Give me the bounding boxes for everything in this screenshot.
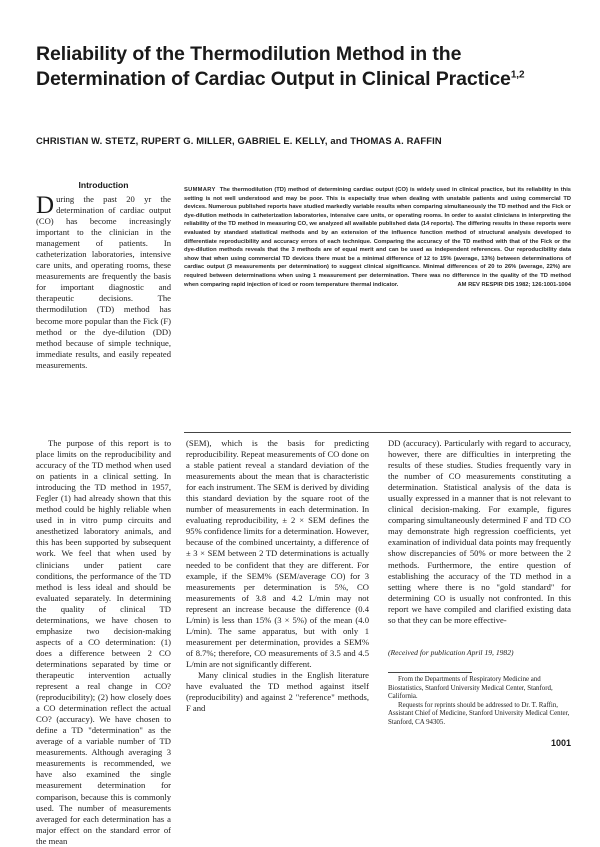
article-title-text: Reliability of the Thermodilution Method in the Determination of Cardiac Output in Clinical Practice [36, 43, 511, 90]
summary-divider [184, 432, 571, 433]
body-column-2 [186, 438, 369, 714]
column-3-paragraph: DD (accuracy). Particularly with regard to accuracy, however, there are difficulties in interpreting the results of these studies. Studies frequently vary in the number of CO measurements constituting a determination. Statistical analysis of the data is usually expressed in a manner that is not relevant to clinical decision-making. For example, figures comparing simultaneously determined F and TD CO may demonstrate high regression coefficients, yet examination of individual data points may frequently show discrepancies of 50% or more between the 2 methods. Furthermore, the entire question of establishing the accuracy of the TD method in a setting where there is no "gold standard" for determining CO is usually not confronted. In this report we have compiled and clarified existing data so that they can be more effective- [388, 438, 571, 625]
received-date: (Received for publication April 19, 1982) [388, 648, 514, 657]
introduction-start [36, 180, 171, 371]
author-list: CHRISTIAN W. STETZ, RUPERT G. MILLER, GABRIEL E. KELLY, and THOMAS A. RAFFIN [36, 135, 442, 146]
drop-cap: D [36, 192, 55, 219]
page-number: 1001 [550, 738, 571, 748]
article-title [36, 42, 576, 92]
introduction-heading: Introduction [78, 180, 129, 190]
summary-abstract [184, 186, 571, 289]
footnote-divider [388, 672, 472, 673]
purpose-paragraph: The purpose of this report is to place limits on the reproducibility and accuracy of the TD method when used on patients in a clinical setting. In introducing the TD method in 1957, Fegler (1) had already shown that this method could be highly reliable when used in in vitro pump circuits and anesthetized laboratory animals, and this has been supported by subsequent work. We feel that when used by clinicians under patient care conditions, the performance of the TD method is less ideal and should be evaluated separately. In determining the quality of clinical TD determinations, we have chosen to emphasize two decision-making aspects of a CO determination: (1) does a difference between 2 CO determinations separated by time or therapeutic intervention actually represent a real change in CO? (reproducibility); (2) how closely does a CO determination reflect the actual CO? (accuracy). We have chosen to define a TD "determination" as the average of a variable number of TD measurements. Although averaging 3 measurements is recommended, we have also examined the single measurement determination for comparison, because this is commonly used. The number of measurements averaged for each determination has a major effect on the standard error of the mean [36, 438, 171, 846]
footnote-reprints: Requests for reprints should be addressed to Dr. T. Raffin, Assistant Chief of Medicine, Stanford University Medical Center, Stanford, CA 94305. [388, 701, 570, 726]
footnote-affiliation: From the Departments of Respiratory Medicine and Biostatistics, Stanford University Medical Center, Stanford, California. [388, 676, 553, 701]
column-2-paragraph: (SEM), which is the basis for predicting reproducibility. Repeat measurements of CO done on a stable patient reveal a standard deviation of the measurements about the mean that is characteristic for each instrument. The SEM is derived by dividing this standard deviation by the square root of the number of measurements in each determination. In evaluating reproducibility, ± 2 × SEM defines the 95% confidence limits for a determination. However, because of the combined uncertainty, a difference of ± 3 × SEM between 2 TD determinations is actually needed to be confident that they are different. For example, if the SEM% (SEM/average CO) for 3 measurements per determination is 5%, CO measurements of 3.8 and 4.2 L/min may not represent an increase because the difference (0.4 L/min) is less than 15% (3 × 5%) of the mean (4.0 L/min). The same apparatus, but with only 1 measurement per determination, provides a SEM% of 8.7%; therefore, CO measurements of 3.5 and 4.5 L/min are not significantly different. [186, 438, 369, 669]
footnotes [388, 676, 571, 728]
intro-first-paragraph-text: uring the past 20 yr the determination of cardiac output (CO) has become increasingly important to the clinician in the management of patients. In catheterization laboratories, intensive care units, and operating rooms, these measurements are frequently the basis for important diagnostic and therapeutic decisions. The thermodilution (TD) method has become more popular than the Fick (F) method or the dye-dilution (DD) method because of simple technique, immediate results, and easily repeated measurements. [36, 194, 171, 370]
body-column-3 [388, 438, 571, 626]
body-column-1 [36, 438, 171, 847]
summary-text: The thermodilution (TD) method of determining cardiac output (CO) is widely used in clinical practice, but its reliability in this setting is not well understood and may be poor. This is especially true when dealing with unstable patients and using commercial TD devices. Numerous published reports have studied markedly variable results when comparing simultaneously the TD method and the Fick or dye-dilution methods in catheterization laboratories, intensive care units, or operating rooms. In order to assist clinicians in interpreting the reliability of the TD method in measuring CO, we analyzed all available published data (14 reports). The differing results in these reports were evaluated by standard statistical methods and by an extension of the influence function method of structural analysis developed to differentiate reproducibility and accuracy errors of each technique. Comparing the accuracy of the TD method with that of the Fick or the dye-dilution methods reveals that the 3 methods are of equal merit and can be used as independent references. Our reproducibility data show that when using commercial TD devices there must be a minimal difference of 12 to 15% (average, 13%) between determinations of cardiac output (3 measurements per determination) to suggest clinical significance. Minimal differences of 20 to 26% (average, 22%) are required between determinations when using 1 measurement per determination. There was no difference in the quality of the TD method when comparing rapid injection of iced or room temperature thermal indicator. [184, 187, 571, 288]
column-2-paragraph-2: Many clinical studies in the English literature have evaluated the TD method against itself (reproducibility) and against 2 "reference" methods, F and [186, 669, 369, 714]
intro-first-paragraph [36, 194, 171, 371]
title-footnote-marker: 1,2 [510, 69, 525, 81]
summary-label: SUMMARY [184, 187, 216, 193]
journal-citation: AM REV RESPIR DIS 1982; 126:1001-1004 [457, 281, 571, 288]
